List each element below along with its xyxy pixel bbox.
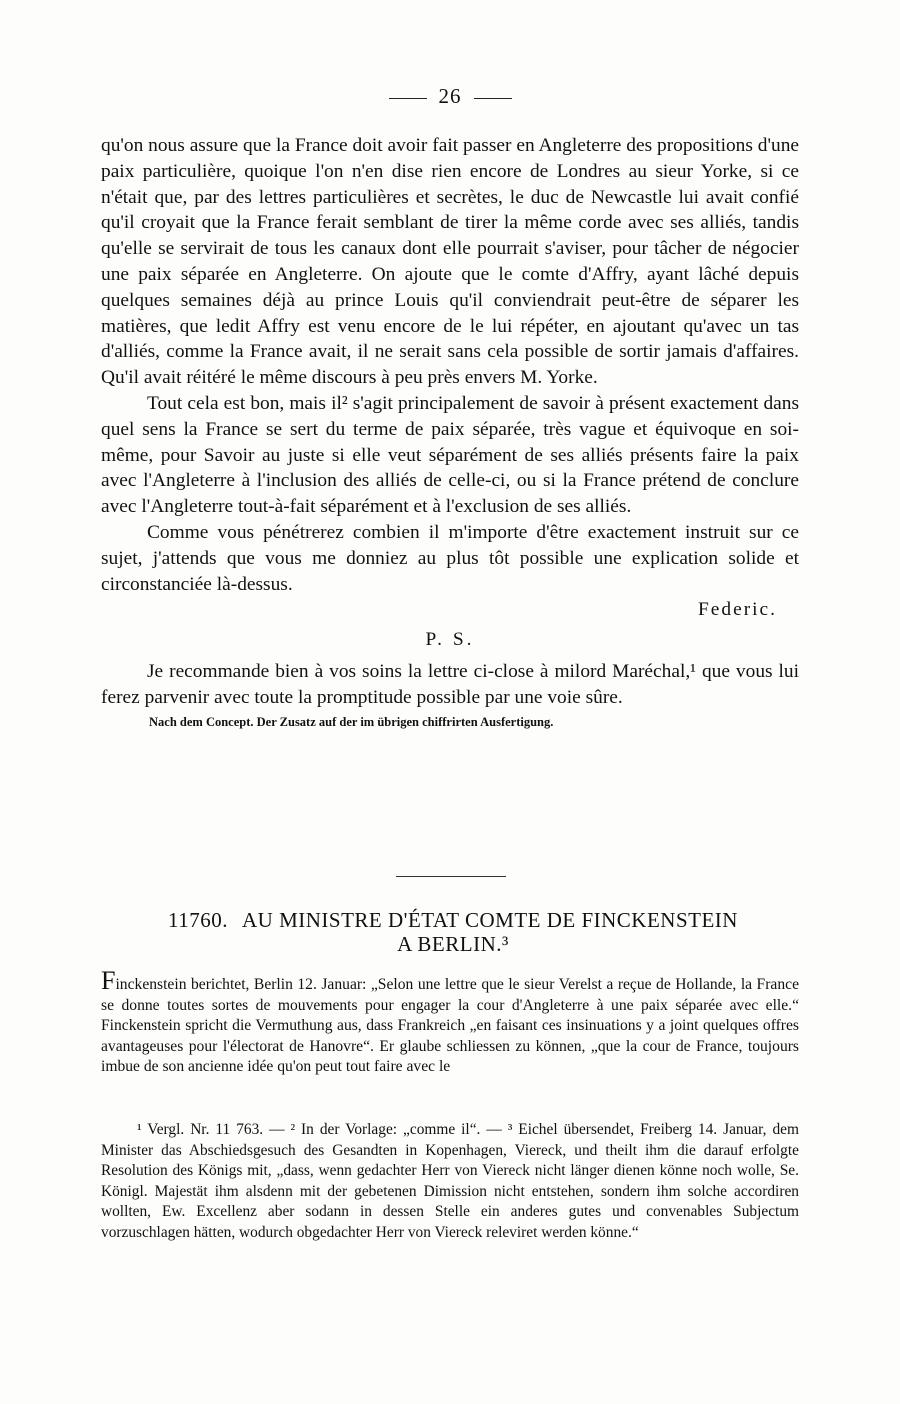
report-summary	[101, 966, 799, 1078]
source-note: Nach dem Concept. Der Zusatz auf der im übrigen chiffrirten Ausfertigung.	[149, 714, 554, 729]
postscript-text: Je recommande bien à vos soins la lettre ci-close à milord Maréchal,¹ que vous lui ferez parvenir avec toute la promptitude possible par une voie sûre.	[101, 660, 799, 708]
section-divider	[396, 876, 506, 877]
footnotes	[101, 1120, 799, 1243]
section-heading	[118, 908, 788, 956]
header-dash-left	[389, 98, 427, 99]
letter-paragraph-1: qu'on nous assure que la France doit avoir fait passer en Angleterre des propositions d'une paix particulière, quoique l'on n'en dise rien encore de Londres au sieur Yorke, si ce n'était que, par des lettres particulières et secrètes, le duc de Newcastle lui avait confié qu'il croyait que la France ferait semblant de tirer la même corde avec ses alliés, tandis qu'elle se servirait de tous les canaux dont elle pourrait s'aviser, pour tâcher de négocier une paix séparée en Angleterre. On ajoute que le comte d'Affry, ayant lâché depuis quelques semaines déjà au prince Louis qu'il conviendrait peut-être de séparer les matières, que ledit Affry est venu encore de le lui répéter, en ajoutant qu'avec un tas d'alliés, comme la France avait, il ne serait sans cela possible de sortir jamais d'affaires. Qu'il avait réitéré le même discours à peu près envers M. Yorke.	[101, 135, 799, 389]
header-dash-right	[474, 98, 512, 99]
letter-paragraph-3: Comme vous pénétrerez combien il m'importe d'être exactement instruit sur ce sujet, j'attends que vous me donniez au plus tôt possible une explication solide et circonstanciée là-dessus.	[101, 521, 799, 595]
letter-body	[101, 133, 799, 731]
page-header	[0, 84, 900, 109]
section-number: 11760.	[168, 908, 229, 932]
signature: Federic.	[698, 599, 777, 621]
postscript-heading: P. S.	[425, 629, 475, 651]
drop-cap: F	[101, 966, 116, 995]
footnote-text: ¹ Vergl. Nr. 11 763. — ² In der Vorlage: „comme il“. — ³ Eichel übersendet, Freiberg 14. Januar, dem Minister das Abschiedsgesuch des Gesandten in Kopenhagen, Viereck, und theilt ihm die darauf erfolgte Resolution des Königs mit, „dass, wenn gedachter Herr von Viereck nicht länger dienen könne noch wolle, Se. Königl. Majestät ihm alsdenn mit der gebetenen Dimission nicht entstehen, sondern ihm solche accordiren wollten, Ew. Excellenz aber sodann in dessen Stelle ein anderes gutes und convenables Subjectum vorzuschlagen hätten, wodurch obgedachter Herr von Viereck releviret werden könne.“	[101, 1121, 799, 1241]
section-title-line-2: A BERLIN.³	[397, 932, 509, 956]
letter-paragraph-2: Tout cela est bon, mais il² s'agit principalement de savoir à présent exactement dans quel sens la France se sert du terme de paix séparée, très vague et équivoque en soi-même, pour Savoir au juste si elle veut séparément de ses alliés présents faire la paix avec l'Angleterre à l'inclusion des alliés de celle-ci, ou si la France prétend de conclure avec l'Angleterre tout-à-fait séparément et à l'exclusion de ses alliés.	[101, 392, 799, 518]
section-title-text: AU MINISTRE D'ÉTAT COMTE DE FINCKENSTEIN	[242, 908, 738, 932]
report-text: inckenstein berichtet, Berlin 12. Januar: „Selon une lettre que le sieur Verelst a reçue de Hollande, la France se donne toutes sortes de mouvements pour engager la cour d'Angleterre à une paix séparée avec elle.“ Finckenstein spricht die Vermuthung aus, dass Frankreich „en faisant ces insinuations y a joint quelques offres avantageuses pour l'électorat de Hanovre“. Er glaube schliessen zu können, „que la cour de France, toujours imbue de son ancienne idée qu'on peut tout faire avec le	[101, 976, 799, 1076]
page-number: 26	[438, 84, 462, 108]
section-title-line-1	[118, 908, 788, 932]
